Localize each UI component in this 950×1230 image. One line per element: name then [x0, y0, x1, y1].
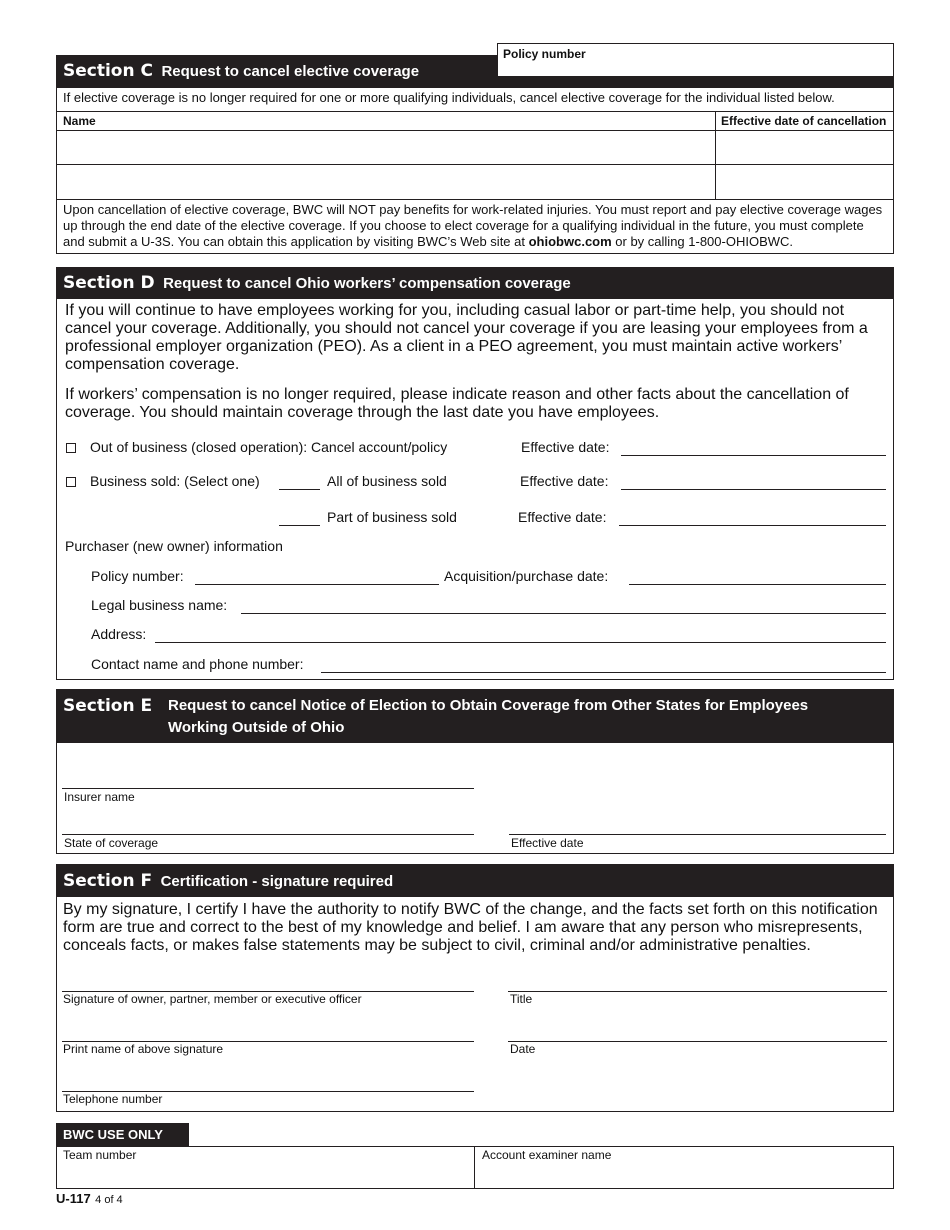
effective-date-column-header: Effective date of cancellation	[721, 114, 887, 128]
certification-paragraph: By my signature, I certify I have the authority to notify BWC of the change, and the facts set forth on this notification form are true and correct to the best of my knowledge and belief. I am aware that any person who misrepresents, conceals facts, or makes false statements may be subject to civil, criminal and/or administrative penalties.	[63, 901, 878, 954]
contact-label: Contact name and phone number:	[91, 656, 304, 672]
section-d-paragraph-1: If you will continue to have employees working for you, including casual labor or part-time help, you should not cancel your coverage. Additionally, you should not cancel your coverage if you are leasing your employees from a professional employer organization (PEO). As a client in a PEO agreement, you must maintain active workers’ compensation coverage.	[65, 302, 868, 373]
state-of-coverage-label: State of coverage	[64, 836, 159, 850]
legal-business-name-label: Legal business name:	[91, 597, 228, 613]
signature-label: Signature of owner, partner, member or executive officer	[63, 992, 362, 1006]
policy-number-field[interactable]	[497, 43, 894, 77]
section-d-paragraph-2: If workers’ compensation is no longer required, please indicate reason and other facts about the cancellation of coverage. You should maintain coverage through the last date you have employees.	[65, 386, 849, 421]
state-of-coverage-field[interactable]	[62, 834, 474, 835]
address-label: Address:	[91, 626, 147, 642]
business-sold-label: Business sold: (Select one)	[90, 473, 260, 489]
effective-date-label: Effective date:	[520, 473, 609, 489]
bwc-website-link[interactable]: ohiobwc.com	[528, 234, 612, 249]
contact-field[interactable]	[321, 672, 886, 673]
team-number-field[interactable]	[57, 1147, 473, 1188]
all-sold-effective-date-field[interactable]	[621, 489, 886, 490]
account-examiner-field[interactable]	[475, 1147, 893, 1188]
insurer-name-field[interactable]	[62, 788, 474, 789]
section-f-title: Certification - signature required	[160, 873, 394, 890]
section-e-effective-date-field[interactable]	[509, 834, 886, 835]
purchaser-policy-number-label: Policy number:	[91, 568, 184, 584]
out-of-business-label: Out of business (closed operation): Cancel account/policy	[90, 439, 448, 455]
part-sold-effective-date-field[interactable]	[619, 525, 886, 526]
insurer-name-label: Insurer name	[64, 790, 135, 804]
part-of-business-sold-label: Part of business sold	[327, 509, 457, 525]
name-column-header: Name	[63, 114, 96, 128]
section-c-header-strip	[497, 76, 894, 87]
page-number: 4 of 4	[95, 1194, 123, 1206]
section-c-note: Upon cancellation of elective coverage, BWC will NOT pay benefits for work-related injuries. You must report and pay elective coverage wages up through the end date of the elective coverage. If you choose to elect coverage for a qualifying individual in the future, you must complete and submit a U-3S. You can obtain this application by visiting BWC’s Web site at ohiobwc.com or by calling 1-800-OHIOBWC.	[63, 202, 883, 249]
section-e-label: Section E	[63, 696, 153, 716]
acquisition-date-label: Acquisition/purchase date:	[444, 568, 609, 584]
business-sold-checkbox[interactable]	[66, 477, 76, 487]
print-name-label: Print name of above signature	[63, 1042, 224, 1056]
section-c-intro: If elective coverage is no longer required for one or more qualifying individuals, cancel elective coverage for the individual listed below.	[63, 90, 835, 105]
cancel-date-row-1[interactable]	[716, 131, 893, 164]
title-field[interactable]	[508, 991, 887, 992]
policy-number-label: Policy number	[503, 47, 586, 61]
section-c-label: Section C	[63, 61, 153, 81]
legal-business-name-field[interactable]	[241, 613, 886, 614]
out-of-business-effective-date-field[interactable]	[621, 455, 886, 456]
title-label: Title	[510, 992, 533, 1006]
section-e-title-line-2: Working Outside of Ohio	[168, 719, 345, 736]
date-label: Date	[510, 1042, 536, 1056]
cancel-name-row-1[interactable]	[57, 131, 714, 164]
section-e-effective-date-label: Effective date	[511, 836, 584, 850]
effective-date-label: Effective date:	[521, 439, 610, 455]
cancel-name-row-2[interactable]	[57, 166, 714, 198]
section-e-box	[56, 742, 894, 854]
address-field[interactable]	[155, 642, 886, 643]
acquisition-date-field[interactable]	[629, 584, 886, 585]
date-field[interactable]	[508, 1041, 887, 1042]
part-of-business-sold-blank[interactable]	[279, 525, 320, 526]
bwc-use-only-label: BWC USE ONLY	[63, 1127, 163, 1142]
purchaser-heading: Purchaser (new owner) information	[65, 538, 283, 554]
team-number-label: Team number	[63, 1148, 137, 1162]
section-d-title: Request to cancel Ohio workers’ compensation coverage	[163, 275, 571, 292]
effective-date-label: Effective date:	[518, 509, 607, 525]
telephone-label: Telephone number	[63, 1092, 163, 1106]
form-id: U-117	[56, 1191, 91, 1206]
section-e-title-line-1: Request to cancel Notice of Election to Obtain Coverage from Other States for Employees	[168, 697, 809, 714]
out-of-business-checkbox[interactable]	[66, 443, 76, 453]
section-c-title: Request to cancel elective coverage	[161, 63, 420, 80]
section-d-label: Section D	[63, 273, 155, 293]
cancel-date-row-2[interactable]	[716, 166, 893, 198]
account-examiner-label: Account examiner name	[482, 1148, 612, 1162]
purchaser-policy-number-field[interactable]	[195, 584, 439, 585]
all-of-business-sold-blank[interactable]	[279, 489, 320, 490]
section-f-label: Section F	[63, 871, 153, 891]
all-of-business-sold-label: All of business sold	[327, 473, 447, 489]
page-footer	[56, 1190, 123, 1208]
